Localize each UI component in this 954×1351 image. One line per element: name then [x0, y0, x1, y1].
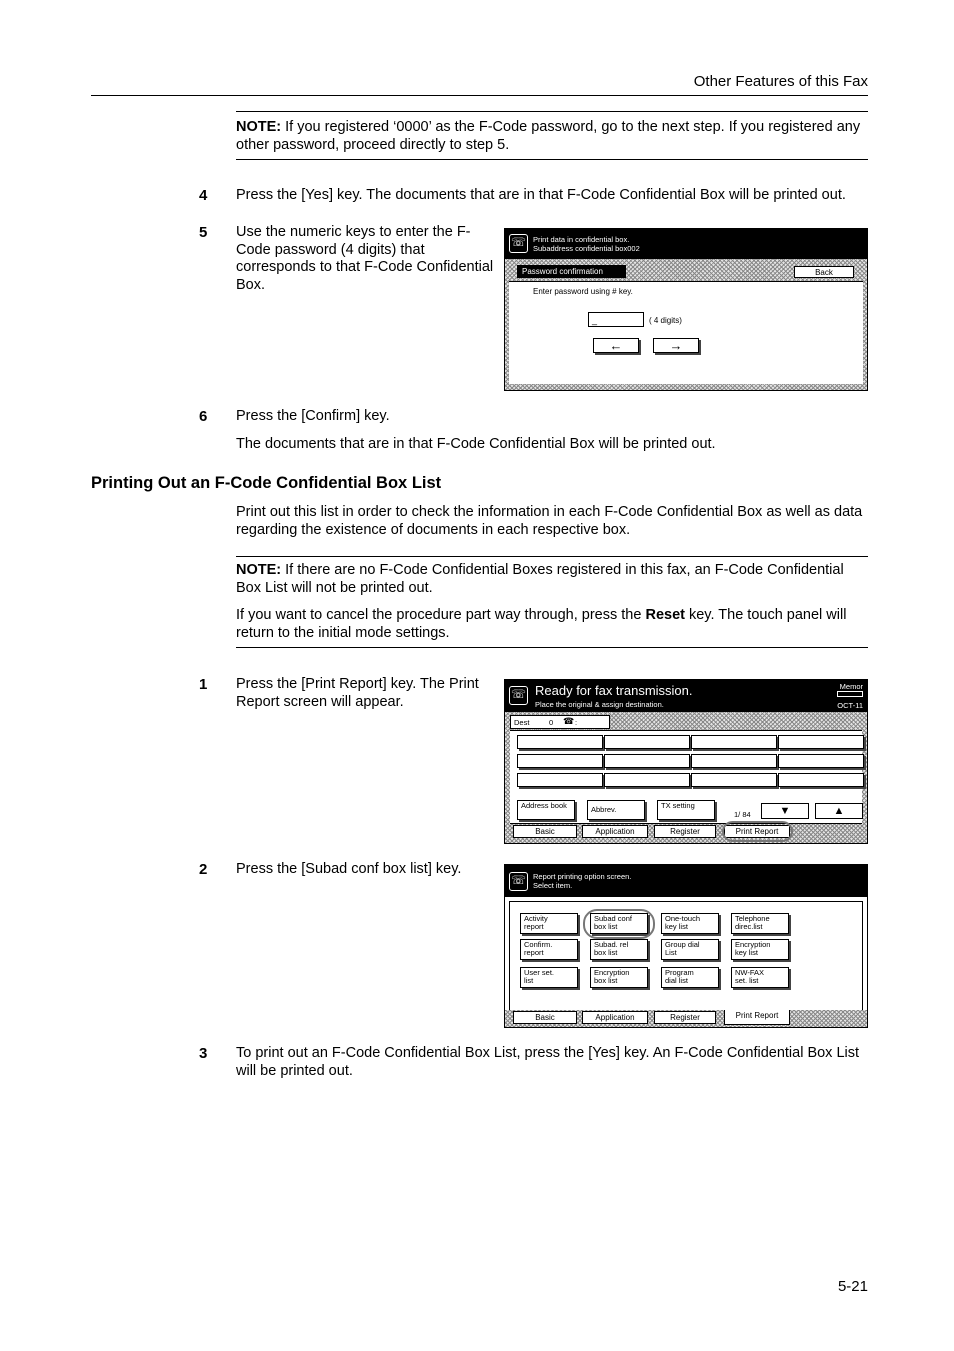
stepB3-text: To print out an F-Code Confidential Box List, press the [Yes] key. An F-Code Confidential Box List will be printed out. — [236, 1045, 860, 1079]
cancel-pre: If you want to cancel the procedure part way through, press the — [236, 607, 646, 623]
btn-line: NW-FAX — [735, 968, 765, 977]
reset-key: Reset — [645, 607, 685, 623]
note1-text: If you registered ‘0000’ as the F-Code password, go to the next step. If you registered any other password, proceed directly to step 5. — [236, 119, 861, 153]
tab-application[interactable]: Application — [582, 1011, 648, 1024]
note1-bottom-rule — [236, 159, 868, 160]
ready-subtitle: Place the original & assign destination. — [535, 700, 664, 709]
one-touch-key[interactable] — [517, 735, 603, 749]
highlight-print-report — [722, 821, 793, 842]
tab-register[interactable]: Register — [654, 825, 716, 838]
note2 — [236, 562, 868, 597]
password-field[interactable]: _ — [588, 312, 644, 327]
subad-rel-box-list-button[interactable] — [590, 939, 648, 960]
tab-application[interactable]: Application — [582, 825, 648, 838]
tab-print-report[interactable]: Print Report — [724, 825, 790, 838]
phone-separator: : — [575, 718, 578, 727]
page-number: 5-21 — [837, 1278, 868, 1295]
screen-body — [505, 712, 867, 843]
one-touch-key[interactable] — [517, 773, 603, 787]
step5-number: 5 — [199, 224, 208, 241]
confirmation-report-button[interactable] — [520, 939, 578, 960]
down-arrow-icon: ▼ — [779, 805, 791, 817]
stepB2-text: Press the [Subad conf box list] key. — [236, 861, 462, 877]
header-line2: Subaddress confidential box002 — [533, 244, 640, 253]
nw-fax-settings-list-button[interactable] — [731, 967, 789, 988]
btn-line: Activity — [524, 914, 548, 923]
header-rule — [91, 95, 868, 96]
btn-line: report — [524, 922, 544, 931]
note1-label: NOTE: — [236, 119, 282, 135]
tab-register[interactable]: Register — [654, 1011, 716, 1024]
tx-setting-button[interactable]: TX setting — [657, 800, 715, 820]
fax-icon: ☏ — [509, 872, 528, 891]
btn-line: Encryption — [594, 968, 630, 977]
highlight-subad-conf-box-list — [583, 909, 655, 939]
cancel-post: key. The touch panel will return to the initial mode settings. — [236, 607, 847, 641]
one-touch-key[interactable] — [517, 754, 603, 768]
step5-text: Use the numeric keys to enter the F-Code password (4 digits) that corresponds to that F-Code Confidential Box. — [236, 224, 494, 293]
fax-icon: ☏ — [509, 686, 528, 705]
dest-bar — [510, 715, 610, 729]
screen-body — [505, 259, 867, 390]
header-line1: Report printing option screen. — [533, 872, 632, 881]
btn-line: Confirm. — [524, 940, 553, 949]
memory-gauge — [837, 691, 863, 697]
page-counter: 1/ 84 — [734, 810, 751, 819]
digits-hint: ( 4 digits) — [649, 316, 682, 325]
address-book-button[interactable]: Address book — [517, 800, 575, 820]
cursor-left-button[interactable] — [593, 338, 639, 353]
password-screen — [504, 228, 868, 391]
btn-line: Telephone — [735, 914, 770, 923]
btn-line: list — [524, 976, 534, 985]
fax-ready-screen — [504, 679, 868, 844]
stepB1-text: Press the [Print Report] key. The Print Report screen will appear. — [236, 676, 479, 710]
ready-title: Ready for fax transmission. — [535, 683, 693, 698]
note2-bottom-rule — [236, 647, 868, 648]
scroll-down-button[interactable] — [761, 803, 809, 819]
stepB3-number: 3 — [199, 1045, 208, 1062]
date-label: OCT-11 — [837, 701, 863, 710]
abbrev-button[interactable]: Abbrev. — [587, 800, 645, 820]
one-touch-key-list-button[interactable] — [661, 913, 719, 934]
one-touch-key[interactable] — [778, 754, 864, 768]
stepB2-number: 2 — [199, 861, 208, 878]
header-line2: Select item. — [533, 881, 573, 890]
one-touch-key[interactable] — [691, 754, 777, 768]
screen-header — [505, 229, 867, 259]
one-touch-key[interactable] — [778, 773, 864, 787]
dest-count: 0 — [549, 718, 554, 727]
tab-basic[interactable]: Basic — [513, 1011, 577, 1024]
btn-line: key list — [735, 948, 758, 957]
up-arrow-icon: ▲ — [833, 805, 845, 817]
encryption-box-list-button[interactable] — [590, 967, 648, 988]
btn-line: set. list — [735, 976, 759, 985]
screen-body — [505, 897, 867, 1027]
note2-cancel — [236, 607, 868, 642]
one-touch-key[interactable] — [691, 773, 777, 787]
group-dial-list-button[interactable] — [661, 939, 719, 960]
cursor-right-button[interactable] — [653, 338, 699, 353]
note2-label: NOTE: — [236, 562, 282, 578]
btn-line: dial list — [665, 976, 688, 985]
btn-line: Subad conf — [594, 914, 632, 923]
one-touch-key[interactable] — [604, 773, 690, 787]
enter-password-prompt: Enter password using # key. — [533, 287, 633, 296]
step6-followup: The documents that are in that F-Code Confidential Box will be printed out. — [236, 436, 716, 452]
section-title: Other Features of this Fax — [693, 73, 868, 90]
one-touch-key[interactable] — [778, 735, 864, 749]
btn-line: Program — [665, 968, 694, 977]
screen-header — [505, 680, 867, 712]
screen-header — [505, 865, 867, 897]
memory-label: Memor — [839, 682, 863, 691]
program-dial-list-button[interactable] — [661, 967, 719, 988]
tab-basic[interactable]: Basic — [513, 825, 577, 838]
user-settings-list-button[interactable] — [520, 967, 578, 988]
btn-line: User set. — [524, 968, 555, 977]
btn-line: List — [665, 948, 677, 957]
step4-number: 4 — [199, 187, 208, 204]
one-touch-key[interactable] — [691, 735, 777, 749]
left-arrow-icon: ← — [609, 338, 623, 353]
activity-report-button[interactable] — [520, 913, 578, 934]
note2-text: If there are no F-Code Confidential Boxes registered in this fax, an F-Code Confidential Box List will not be printed out. — [236, 562, 844, 596]
section-intro: Print out this list in order to check the information in each F-Code Confidential Box as well as data regarding the existence of documents in each respective box. — [236, 504, 863, 538]
btn-line: report — [524, 948, 544, 957]
step4-text: Press the [Yes] key. The documents that are in that F-Code Confidential Box will be printed out. — [236, 187, 846, 203]
right-arrow-icon: → — [669, 338, 683, 353]
screen-title: Password confirmation — [522, 267, 603, 276]
fax-icon: ☏ — [509, 234, 528, 253]
btn-line: box list — [594, 948, 618, 957]
btn-line: Group dial — [665, 940, 700, 949]
encryption-key-list-button[interactable] — [731, 939, 789, 960]
report-option-screen — [504, 864, 868, 1028]
btn-line: Subad. rel — [594, 940, 629, 949]
step6-text: Press the [Confirm] key. — [236, 408, 390, 424]
note2-top-rule — [236, 556, 868, 557]
back-button[interactable]: Back — [794, 266, 854, 278]
btn-line: key list — [665, 922, 688, 931]
phone-icon: ☎ — [563, 716, 575, 726]
note1-top-rule — [236, 111, 868, 112]
btn-line: Encryption — [735, 940, 771, 949]
tab-print-report[interactable]: Print Report — [724, 1010, 790, 1025]
telephone-directory-list-button[interactable] — [731, 913, 789, 934]
content-area — [509, 281, 863, 384]
note1 — [236, 119, 868, 154]
stepB1-number: 1 — [199, 676, 208, 693]
one-touch-key[interactable] — [604, 754, 690, 768]
btn-line: direc.list — [735, 922, 763, 931]
btn-line: One-touch — [665, 914, 701, 923]
btn-line: box list — [594, 976, 618, 985]
scroll-up-button[interactable] — [815, 803, 863, 819]
one-touch-key[interactable] — [604, 735, 690, 749]
section-heading: Printing Out an F-Code Confidential Box List — [91, 474, 442, 492]
step6-number: 6 — [199, 408, 208, 425]
dest-label: Dest — [514, 718, 530, 727]
header-line1: Print data in confidential box. — [533, 235, 630, 244]
btn-line: box list — [594, 922, 618, 931]
